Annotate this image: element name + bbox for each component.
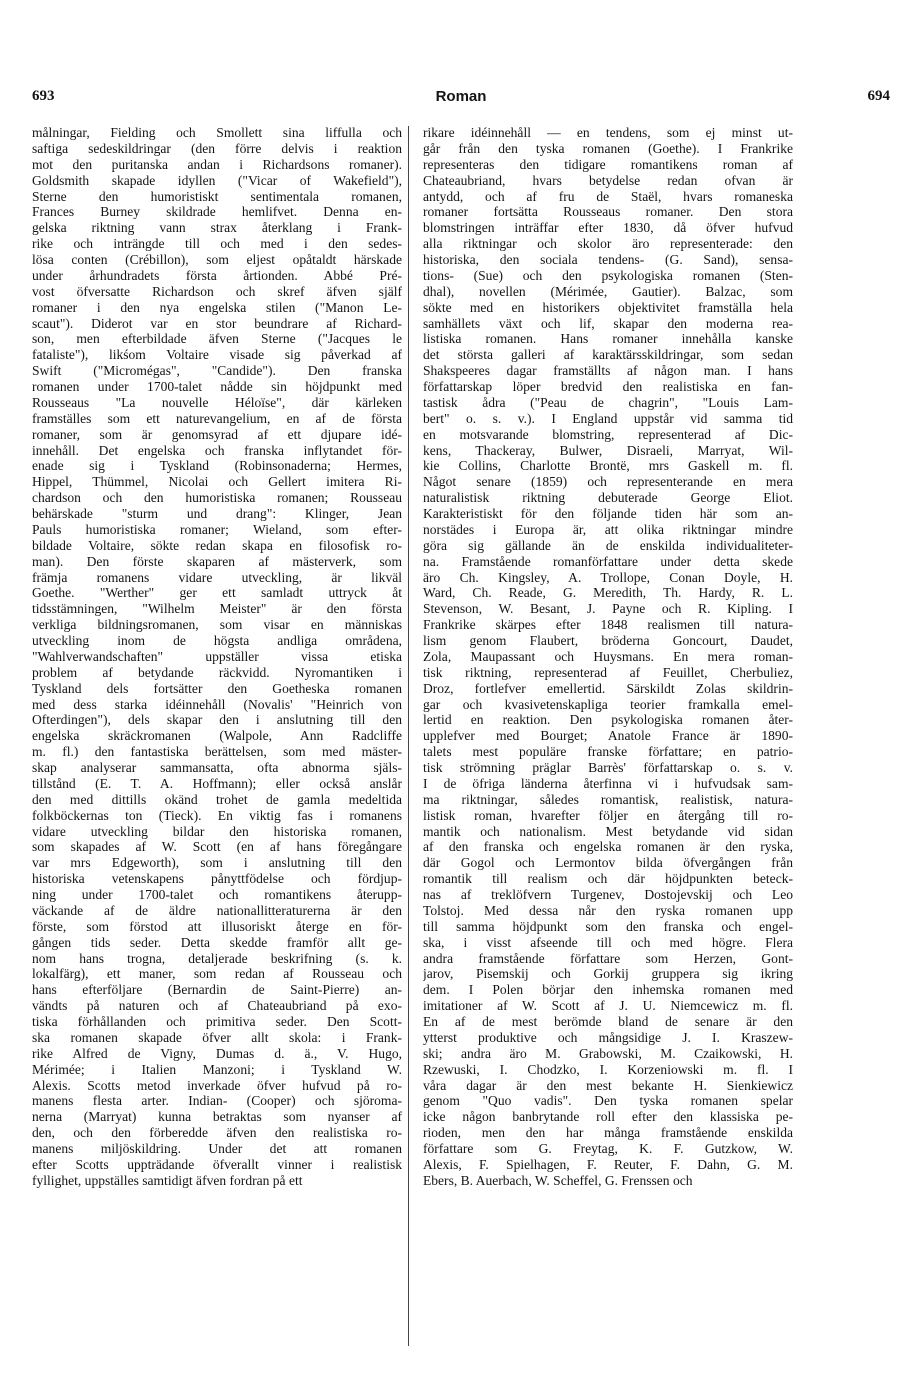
text-line: I de öfriga länderna återfinna vi i hufvudsak sam-: [423, 775, 793, 791]
text-line: göra sig gällande än de enskilda individualiteter-: [423, 537, 793, 553]
text-line: Chateaubriand, hvars betydelse redan ofvan är: [423, 172, 793, 188]
text-line: Karakteristiskt för den följande tiden här som an-: [423, 506, 793, 521]
text-line: vost öfversatte Richardson och skref äfven själf: [32, 283, 402, 299]
text-line: rike Alfred de Vigny, Dumas d. ä., V. Hugo,: [32, 1045, 402, 1061]
text-line: Mérimée; i Italien Manzoni; i Tyskland W.: [32, 1061, 402, 1077]
text-line: gar och kvasivetenskapliga teorier framkalla emel-: [423, 696, 793, 712]
text-line: tiska förhållanden och primitiva seder. Den Scott-: [32, 1014, 402, 1029]
text-line: af den franska och engelska romanen är den ryska,: [423, 839, 793, 855]
text-line: chardson och den humoristiska romanen; Rousseau: [32, 490, 402, 506]
text-line: kens, Thackeray, Bulwer, Disraeli, Marryat, Wil-: [423, 442, 793, 458]
text-line: den, och den förberedde äfven den realistiska ro-: [32, 1125, 402, 1141]
text-line: vändts på naturen och af Chateaubriand på exo-: [32, 998, 402, 1014]
text-line: Rousseaus "La nouvelle Héloïse", där kärleken: [32, 394, 402, 410]
text-line: romaner, som är genomsyrad af ett djupare idé-: [32, 426, 402, 442]
text-line: alla riktningar och skolor äro representerade: den: [423, 236, 793, 252]
text-line: författare som G. Freytag, K. F. Gutzkow, W.: [423, 1141, 793, 1156]
column-divider: [408, 126, 409, 1346]
text-line: tastisk ådra ("Peau de chagrin", "Louis Lam-: [423, 394, 793, 410]
text-line: till samma höjdpunkt som den franska och engel-: [423, 918, 793, 934]
text-line: m. fl.) den fantastiska berättelsen, som med mäster-: [32, 744, 402, 760]
text-line: enade sig i Tyskland (Robinsonaderna; Hermes,: [32, 458, 402, 474]
text-line: saftiga sedeskildringar (den förre delvis i reaktion: [32, 140, 402, 156]
text-line: historiska, den sociala tendens- (G. Sand), sensa-: [423, 252, 793, 267]
text-line: lokalfärg), ett maner, som redan af Rousseau och: [32, 966, 402, 982]
text-line: Ebers, B. Auerbach, W. Scheffel, G. Frenssen och: [423, 1172, 693, 1188]
page-number-right: 694: [867, 88, 890, 104]
text-line: genom "Quo vadis". Den tyska romanen spelar: [423, 1093, 793, 1109]
text-line: Hippel, Thümmel, Nicolai och Gellert imitera Ri-: [32, 474, 402, 490]
text-line: under århundradets första årtionden. Abbé Pré-: [32, 267, 402, 283]
text-line: rike och inträngde till och med i den sedes-: [32, 236, 402, 252]
text-line: upplefver med Bourget; Anatole France är 1890-: [423, 728, 793, 744]
text-line: samhällets växt och lif, skapar den moderna rea-: [423, 315, 793, 331]
text-line: framställes som ett naturevangelium, en af de första: [32, 410, 402, 426]
text-line: efter Scotts uppträdande öfverallt vinner i realistisk: [32, 1156, 402, 1172]
text-line: romantik till realism och där höjdpunkten beteck-: [423, 871, 793, 887]
text-line: lertid en reaktion. Den psykologiska romanen åter-: [423, 712, 793, 728]
text-line: folkböckernas ton (Tieck). En viktig fas i romanens: [32, 807, 402, 823]
text-line: En af de mest berömde bland de senare är den: [423, 1014, 793, 1029]
text-line: Goethe. "Werther" ger ett samladt uttryck åt: [32, 585, 402, 601]
text-line: Rzewuski, I. Chodzko, I. Korzeniowski m. fl. I: [423, 1061, 793, 1077]
text-line: Shakspeeres dagar framställts af någon man. I hans: [423, 363, 793, 379]
text-line: antydd, och af fru de Staël, hvars romaneska: [423, 188, 793, 204]
text-line: tidsstämningen, "Wilhelm Meister" är den första: [32, 601, 402, 617]
text-line: scaut"). Diderot var en stor beundrare af Richard-: [32, 315, 402, 331]
text-line: Zola, Maupassant och Huysmans. En mera roman-: [423, 648, 793, 664]
text-line: mot den puritanska andan i Richardsons romaner).: [32, 156, 402, 172]
text-line: går från den tyska romanen (Goethe). I Frankrike: [423, 140, 793, 156]
text-line: naturalistisk riktning debuterade George Eliot.: [423, 490, 793, 506]
text-line: Alexis, F. Spielhagen, F. Reuter, F. Dahn, G. M.: [423, 1156, 793, 1172]
text-line: vidare utveckling bildar den historiska romanen,: [32, 823, 402, 839]
text-line: ska, i visst afseende till och med högre. Flera: [423, 934, 793, 950]
text-line: tions- (Sue) och den psykologiska romanen (Sten-: [423, 267, 793, 283]
text-line: gelska riktning vann strax återklang i Frank-: [32, 220, 402, 236]
text-line: son, men efterbildade äfven Sterne ("Jacques le: [32, 331, 402, 347]
text-line: jarov, Pisemskij och Gorkij gruppera sig ikring: [423, 966, 793, 982]
text-line: författarskap löper bredvid den realistiska en fan-: [423, 379, 793, 394]
text-line: romanen under 1700-talet nådde sin höjdpunkt med: [32, 379, 402, 394]
text-line: Tyskland dels fortsätter den Goetheska romanen: [32, 680, 402, 696]
text-line: fataliste"), likśom Voltaire visade sig påverkad af: [32, 347, 402, 363]
text-line: kie Collins, Charlotte Brontë, mrs Gaskell m. fl.: [423, 458, 793, 474]
text-line: förste, som förstod att illusoriskt återge en för-: [32, 918, 402, 934]
text-line: som skapades af W. Scott (en af hans föregångare: [32, 839, 402, 855]
text-line: andra framstående författare som Herzen, Gont-: [423, 950, 793, 966]
text-line: bildade Voltaire, sökte redan skapa en filosofisk ro-: [32, 537, 402, 553]
text-line: Alexis. Scotts metod inverkade öfver hufvud på ro-: [32, 1077, 402, 1093]
text-line: ytterst produktive och mångsidige J. I. Kraszew-: [423, 1029, 793, 1045]
text-line: Droz, fortlefver emellertid. Särskildt Zolas skildrin-: [423, 680, 793, 696]
text-line: det största galleri af karaktärsskildringar, som sedan: [423, 347, 793, 363]
text-line: Något senare (1859) och representerande en mera: [423, 474, 793, 490]
text-line: tisk riktning, representerad af Feuillet, Cherbuliez,: [423, 664, 793, 680]
text-line: våra dagar är den mest bekante H. Sienkiewicz: [423, 1077, 793, 1093]
text-line: norstädes i Europa är, att olika riktningar mindre: [423, 521, 793, 537]
text-line: lösa conten (Crébillon), som eljest opåtaldt härskade: [32, 252, 402, 267]
text-line: med dess starka idéinnehåll (Novalis' "Heinrich von: [32, 696, 402, 712]
text-line: Swift ("Micromégas", "Candide"). Den franska: [32, 363, 402, 379]
text-line: manens flesta arter. Indian- (Cooper) och sjöroma-: [32, 1093, 402, 1109]
text-line: lism genom Flaubert, bröderna Goncourt, Daudet,: [423, 633, 793, 648]
text-line: mantik och nationalism. Mest betydande vid sidan: [423, 823, 793, 839]
text-line: en motsvarande blomstring, representerad af Dic-: [423, 426, 793, 442]
text-line: tillstånd (E. T. A. Hoffmann); eller också anslår: [32, 775, 402, 791]
text-line: engelska skräckromanen (Walpole, Ann Radcliffe: [32, 728, 402, 744]
text-line: tisk strömning präglar Barrès' författarskap o. s. v.: [423, 760, 793, 775]
text-line: hans efterföljare (Bernardin de Saint-Pierre) an-: [32, 982, 402, 998]
text-line: na. Framstående romanförfattare under detta skede: [423, 553, 793, 569]
text-line: rikare idéinnehåll — en tendens, som ej minst ut-: [423, 125, 793, 140]
text-line: utveckling inom de högsta andliga områdena,: [32, 633, 402, 648]
left-column: [32, 125, 402, 1189]
page-header: [32, 88, 890, 114]
text-line: representeras den tidigare romantikens roman af: [423, 156, 793, 172]
text-line: behärskade "sturm und drang": Klinger, Jean: [32, 506, 402, 521]
text-line: där Gogol och Lermontov bilda öfvergången från: [423, 855, 793, 871]
text-line: romaner fortsätta Rousseaus romaner. Den stora: [423, 204, 793, 220]
text-line: nom hans trogna, detaljerade beskrifning (s. k.: [32, 950, 402, 966]
text-line: fyllighet, uppställes samtidigt äfven fordran på ett: [32, 1172, 303, 1188]
text-line: dhal), novellen (Mérimée, Gautier). Balzac, som: [423, 283, 793, 299]
text-line: listiska romanen. Hans romaner innehålla kanske: [423, 331, 793, 347]
text-line: blomstringen inträffar efter 1830, då öfver hufvud: [423, 220, 793, 236]
text-line: äro Ch. Kingsley, A. Trollope, Conan Doyle, H.: [423, 569, 793, 585]
text-line: ma riktningar, således romantisk, realistisk, natura-: [423, 791, 793, 807]
text-line: Frankrike skärpes efter 1848 realismen till natura-: [423, 617, 793, 633]
text-line: ska romanen skapade öfver allt skola: i Frank-: [32, 1029, 402, 1045]
text-line: man). Den förste skaparen af mästerverk, som: [32, 553, 402, 569]
text-line: främja romanens vidare utveckling, är likväl: [32, 569, 402, 585]
text-line: väckande af de äldre nationallitteraturerna är den: [32, 902, 402, 918]
text-line: Stevenson, W. Besant, J. Payne och R. Kipling. I: [423, 601, 793, 617]
text-line: ning under 1700-talet och romantikens återupp-: [32, 887, 402, 902]
text-line: var mrs Edgeworth), som i anslutning till den: [32, 855, 402, 871]
text-line: skap analyserar sammansatta, ofta abnorma själs-: [32, 760, 402, 775]
text-line: nas af treklöfvern Turgenev, Dostojevskij och Leo: [423, 887, 793, 902]
text-line: sökte med en historikers objektivitet framställa hela: [423, 299, 793, 315]
text-line: listisk roman, hvarefter följer en återgång till ro-: [423, 807, 793, 823]
page-number-left: 693: [32, 88, 55, 104]
text-line: talets mest populäre franske författare; en patrio-: [423, 744, 793, 760]
text-line: historiska vetenskapens pånyttfödelse och fördjup-: [32, 871, 402, 887]
text-line: Pauls humoristiska romaner; Wieland, som efter-: [32, 521, 402, 537]
text-line: Ward, Ch. Reade, G. Meredith, Th. Hardy, R. L.: [423, 585, 793, 601]
text-line: Sterne den humoristiskt sentimentala romanen,: [32, 188, 402, 204]
text-line: Tolstoj. Med dessa når den ryska romanen upp: [423, 902, 793, 918]
running-title: Roman: [435, 88, 487, 105]
text-line: Frances Burney skildrade hemlifvet. Denna en-: [32, 204, 402, 220]
text-line: målningar, Fielding och Smollett sina liffulla och: [32, 125, 402, 140]
text-line: Ofterdingen"), dels skapar den i anslutning till den: [32, 712, 402, 728]
text-line: imitationer af W. Scott af J. U. Niemcewicz m. fl.: [423, 998, 793, 1014]
text-line: ski; andra äro M. Grabowski, M. Czaikowski, H.: [423, 1045, 793, 1061]
text-line: dem. I Polen börjar den inhemska romanen med: [423, 982, 793, 998]
right-column: [423, 125, 793, 1189]
text-line: Goldsmith skapade idyllen ("Vicar of Wakefield"),: [32, 172, 402, 188]
text-line: den med dittills okänd trohet de gamla medeltida: [32, 791, 402, 807]
text-line: nerna (Marryat) kunna betraktas som nyanser af: [32, 1109, 402, 1125]
text-line: verkliga bildningsromanen, som visar en människas: [32, 617, 402, 633]
text-line: innehåll. Det engelska och franska inflytandet för-: [32, 442, 402, 458]
text-line: romaner i den nya engelska stilen ("Manon Le-: [32, 299, 402, 315]
text-line: "Wahlverwandschaften" uppställer vissa etiska: [32, 648, 402, 664]
text-line: manens miljöskildring. Under det att romanen: [32, 1141, 402, 1156]
text-line: rioden, men den har många framstående enskilda: [423, 1125, 793, 1141]
text-line: icke någon banbrytande roll efter den klassiska pe-: [423, 1109, 793, 1125]
text-line: gången tids seder. Detta skedde framför allt ge-: [32, 934, 402, 950]
text-line: problem af betydande räckvidd. Nyromantiken i: [32, 664, 402, 680]
text-line: bert" o. s. v.). I England uppstår vid samma tid: [423, 410, 793, 426]
